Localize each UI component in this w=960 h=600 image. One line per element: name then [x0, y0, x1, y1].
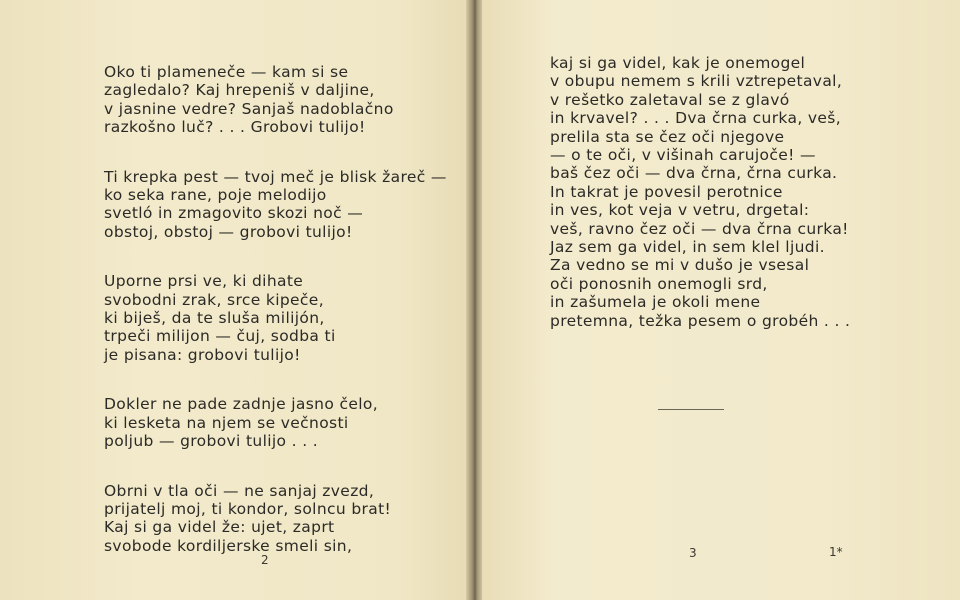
left-page-poem	[104, 63, 447, 586]
poem-line: Uporne prsi ve, ki dihate	[104, 272, 304, 291]
poem-line: Za vedno se mi v dušo je vsesal	[550, 256, 810, 275]
poem-line: prelila sta se čez oči njegove	[550, 127, 785, 146]
poem-line: je pisana: grobovi tulijo!	[104, 345, 301, 364]
poem-line: razkošno luč? . . . Grobovi tulijo!	[104, 118, 366, 137]
poem-line: obstoj, obstoj — grobovi tulijo!	[104, 222, 353, 241]
poem-line: poljub — grobovi tulijo . . .	[104, 432, 319, 451]
poem-line: ko seka rane, poje melodijo	[104, 186, 327, 205]
poem-line: kaj si ga videl, kak je onemogel	[550, 54, 806, 72]
poem-line: svobode kordiljerske smeli sin,	[104, 536, 353, 555]
poem-line: pretemna, težka pesem o grobéh . . .	[550, 311, 851, 330]
poem-line: veš, ravno čez oči — dva črna curka!	[550, 219, 849, 238]
poem-line: prijatelj moj, ti kondor, solncu brat!	[104, 499, 392, 518]
poem-line: Jaz sem ga videl, in sem klel ljudi.	[550, 238, 825, 257]
stanza	[104, 482, 447, 556]
signature-mark: 1*	[829, 545, 843, 559]
poem-line: ki lesketa na njem se večnosti	[104, 413, 349, 432]
page-number-left: 2	[261, 553, 269, 567]
poem-line: — o te oči, v višinah carujoče! —	[550, 146, 816, 165]
poem-line: In takrat je povesil perotnice	[550, 182, 783, 201]
poem-line: trpeči milijon — čuj, sodba ti	[104, 327, 336, 346]
poem-line: ki biješ, da te sluša milijón,	[104, 309, 325, 328]
poem-line: Oko ti plameneče — kam si se	[104, 63, 349, 81]
stanza	[104, 63, 447, 137]
stanza	[104, 272, 447, 364]
left-page	[0, 0, 470, 600]
stanza	[104, 395, 447, 450]
poem-line: svetló in zmagovito skozi noč —	[104, 204, 364, 223]
poem-line: svobodni zrak, srce kipeče,	[104, 290, 324, 309]
poem-line: baš čez oči — dva črna, črna curka.	[550, 164, 838, 183]
poem-line: v rešetko zaletaval se z glavó	[550, 90, 790, 109]
poem-line: Obrni v tla oči — ne sanjaj zvezd,	[104, 481, 375, 500]
poem-line: Kaj si ga videl že: ujet, zaprt	[104, 518, 335, 537]
poem-line: zagledalo? Kaj hrepeniš v daljine,	[104, 81, 375, 100]
poem-line: Dokler ne pade zadnje jasno čelo,	[104, 395, 378, 414]
poem-line: in ves, kot veja v vetru, drgetal:	[550, 201, 810, 220]
right-page-poem	[550, 54, 850, 330]
page-number-right: 3	[689, 546, 697, 560]
poem-line: in zašumela je okoli mene	[550, 293, 761, 312]
poem-line: Ti krepka pest — tvoj meč je blisk žareč —	[104, 167, 447, 186]
poem-line: in krvavel? . . . Dva črna curka, veš,	[550, 109, 841, 128]
right-page	[482, 0, 960, 600]
poem-line: v obupu nemem s krili vztrepetaval,	[550, 72, 843, 91]
poem-line: v jasnine vedre? Sanjaš nadoblačno	[104, 99, 394, 118]
poem-line: oči ponosnih onemogli srd,	[550, 274, 768, 293]
section-divider	[658, 409, 724, 410]
stanza	[104, 168, 447, 242]
